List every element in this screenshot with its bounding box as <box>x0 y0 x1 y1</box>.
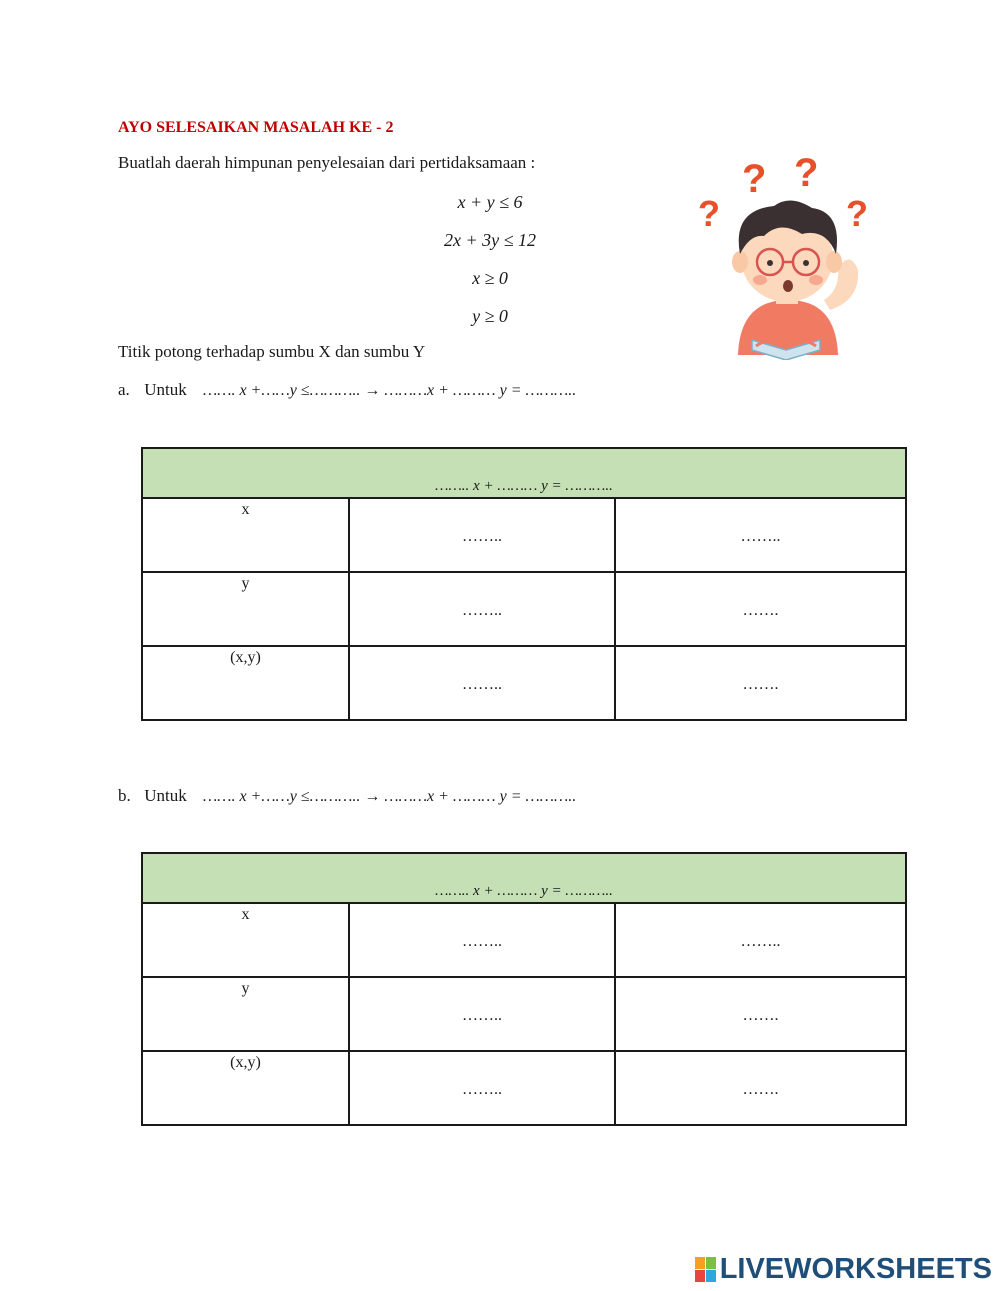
step-b-expression[interactable]: ……. x +……y ≤……….. → ………x + ……… y = ……….. <box>203 788 577 805</box>
table-row <box>142 498 906 572</box>
intercept-table-a <box>141 447 907 721</box>
step-b <box>118 786 576 806</box>
table-a-row-x-label: x <box>142 498 349 572</box>
step-a <box>118 380 576 400</box>
instruction-text: Buatlah daerah himpunan penyelesaian dari pertidaksamaan : <box>118 153 536 172</box>
table-b-xy2-blank[interactable]: ……. <box>615 1051 906 1125</box>
table-a-y2-blank[interactable]: ……. <box>615 572 906 646</box>
table-row <box>142 903 906 977</box>
inequality-2: 2x + 3y ≤ 12 <box>443 230 536 250</box>
step-a-label: a. <box>118 380 130 399</box>
table-a-row-y-label: y <box>142 572 349 646</box>
table-a-xy1-blank[interactable]: …….. <box>349 646 615 720</box>
table-b-header[interactable]: …….. x + ……… y = ……….. <box>142 853 906 903</box>
inequality-3: x ≥ 0 <box>472 268 508 288</box>
worksheet-title: AYO SELESAIKAN MASALAH KE - 2 <box>118 119 394 136</box>
table-row <box>142 646 906 720</box>
step-b-word: Untuk <box>144 786 187 805</box>
inequality-1: x + y ≤ 6 <box>457 192 523 212</box>
question-mark-4: ? <box>846 193 868 234</box>
table-a-x2-blank[interactable]: …….. <box>615 498 906 572</box>
table-row <box>142 572 906 646</box>
logo-blocks-icon <box>695 1257 716 1282</box>
table-b-x2-blank[interactable]: …….. <box>615 903 906 977</box>
inequality-4: y ≥ 0 <box>472 306 508 326</box>
confused-boy-reading-icon <box>690 150 880 360</box>
question-mark-2: ? <box>794 151 819 195</box>
table-row <box>142 977 906 1051</box>
table-b-y2-blank[interactable]: ……. <box>615 977 906 1051</box>
liveworksheets-logo <box>695 1253 992 1286</box>
table-b-row-x-label: x <box>142 903 349 977</box>
table-b-xy1-blank[interactable]: …….. <box>349 1051 615 1125</box>
table-a-x1-blank[interactable]: …….. <box>349 498 615 572</box>
intercept-instruction: Titik potong terhadap sumbu X dan sumbu Y <box>118 342 426 361</box>
table-a-xy2-blank[interactable]: ……. <box>615 646 906 720</box>
step-b-label: b. <box>118 786 131 805</box>
table-a-header[interactable]: …….. x + ……… y = ……….. <box>142 448 906 498</box>
question-mark-1: ? <box>742 157 767 201</box>
step-a-word: Untuk <box>144 380 187 399</box>
question-mark-3: ? <box>698 193 720 234</box>
table-b-x1-blank[interactable]: …….. <box>349 903 615 977</box>
table-a-row-xy-label: (x,y) <box>142 646 349 720</box>
table-b-y1-blank[interactable]: …….. <box>349 977 615 1051</box>
table-row <box>142 1051 906 1125</box>
table-a-y1-blank[interactable]: …….. <box>349 572 615 646</box>
intercept-table-b <box>141 852 907 1126</box>
step-a-expression[interactable]: ……. x +……y ≤……….. → ………x + ……… y = ……….. <box>203 382 577 399</box>
logo-text: LIVEWORKSHEETS <box>719 1253 992 1285</box>
table-b-row-xy-label: (x,y) <box>142 1051 349 1125</box>
table-b-row-y-label: y <box>142 977 349 1051</box>
